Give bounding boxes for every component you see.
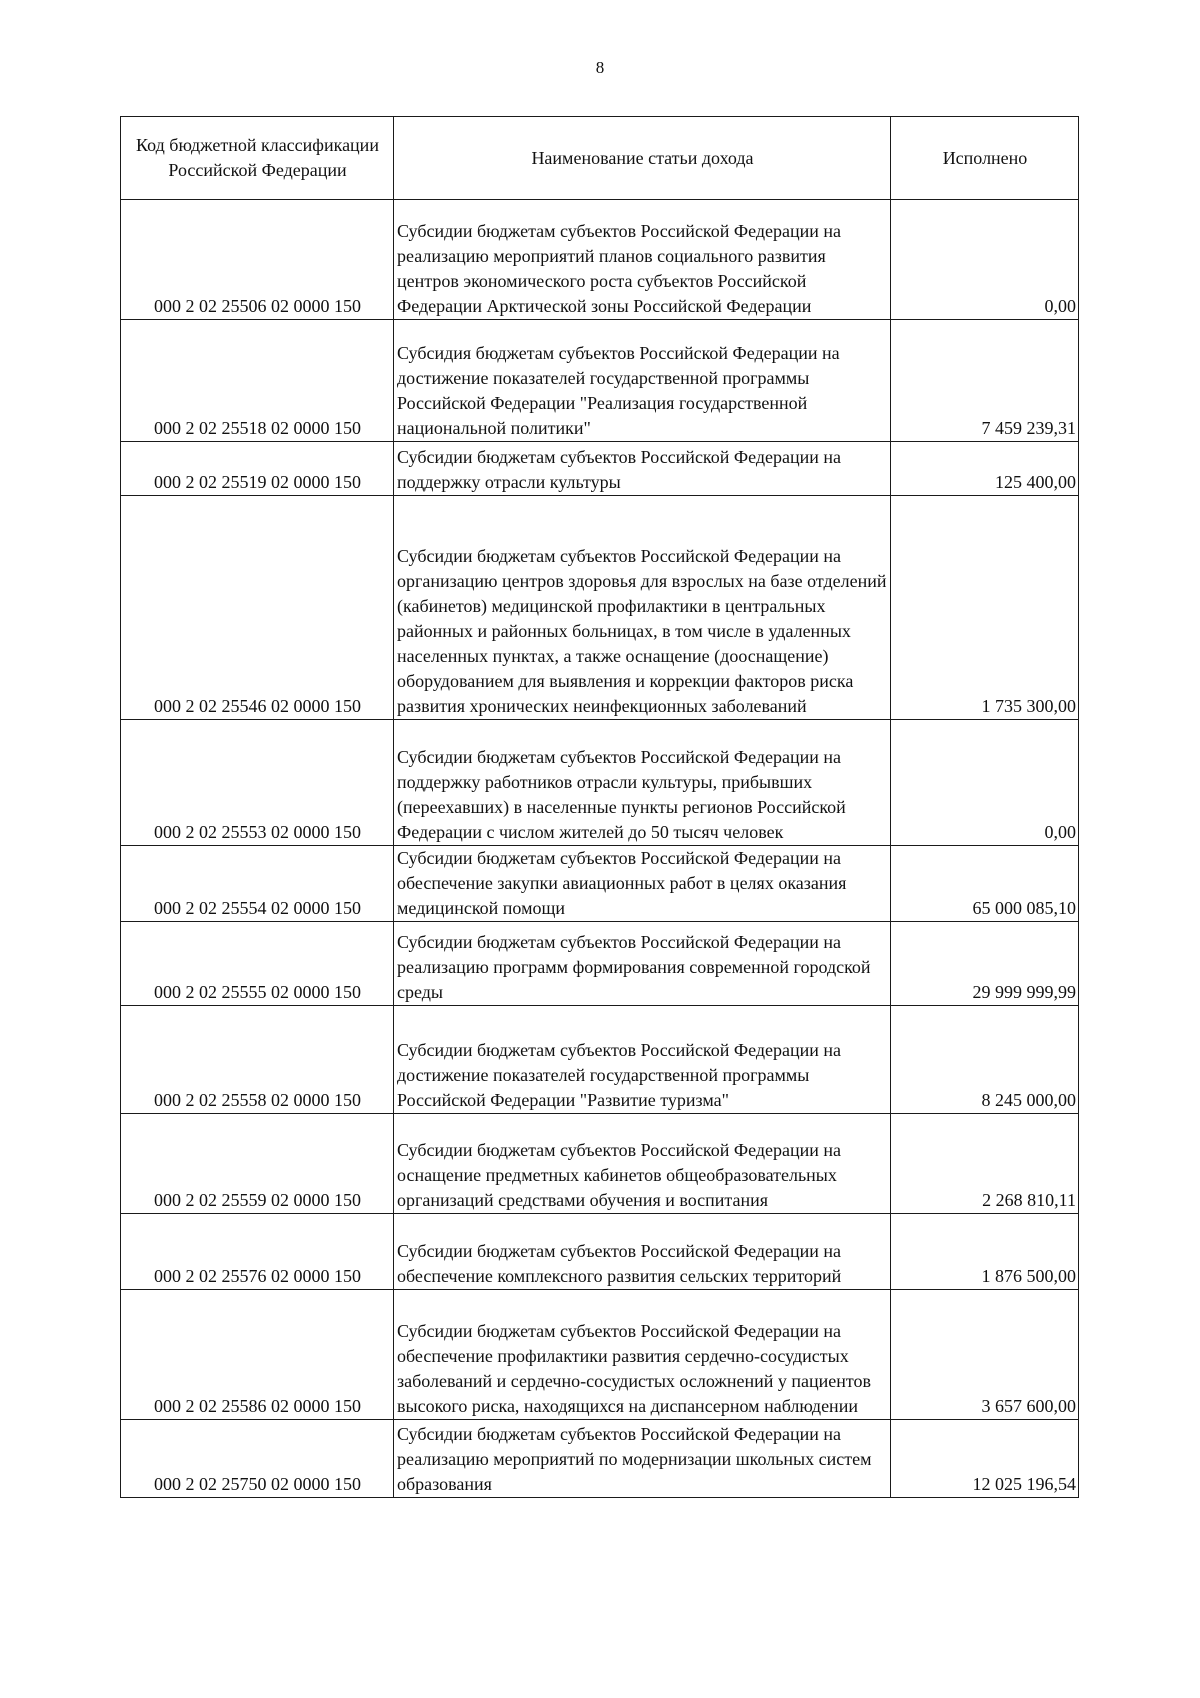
header-budget-code: Код бюджетной классификации Российской Федерации bbox=[121, 117, 394, 200]
budget-code: 000 2 02 25576 02 0000 150 bbox=[121, 1214, 394, 1290]
budget-code: 000 2 02 25558 02 0000 150 bbox=[121, 1006, 394, 1114]
income-name: Субсидии бюджетам субъектов Российской Федерации на организацию центров здоровья для взрослых на базе отделений (кабинетов) медицинской профилактики в центральных районных и районных больницах, в том числе в удаленных населенных пунктах, а также оснащение (дооснащение) оборудованием для выявления и коррекции факторов риска развития хронических неинфекционных заболеваний bbox=[394, 496, 891, 720]
income-name: Субсидии бюджетам субъектов Российской Федерации на обеспечение профилактики развития сердечно-сосудистых заболеваний и сердечно-сосудистых осложнений у пациентов высокого риска, находящихся на диспансерном наблюдении bbox=[394, 1290, 891, 1420]
executed-amount: 29 999 999,99 bbox=[891, 922, 1079, 1006]
executed-amount: 1 735 300,00 bbox=[891, 496, 1079, 720]
income-name: Субсидии бюджетам субъектов Российской Федерации на оснащение предметных кабинетов общеобразовательных организаций средствами обучения и воспитания bbox=[394, 1114, 891, 1214]
budget-code: 000 2 02 25546 02 0000 150 bbox=[121, 496, 394, 720]
table-row bbox=[121, 720, 1079, 846]
executed-amount: 0,00 bbox=[891, 720, 1079, 846]
executed-amount: 65 000 085,10 bbox=[891, 846, 1079, 922]
income-name: Субсидии бюджетам субъектов Российской Федерации на поддержку работников отрасли культуры, прибывших (переехавших) в населенные пункты регионов Российской Федерации с числом жителей до 50 тысяч человек bbox=[394, 720, 891, 846]
budget-code: 000 2 02 25559 02 0000 150 bbox=[121, 1114, 394, 1214]
header-executed: Исполнено bbox=[891, 117, 1079, 200]
executed-amount: 7 459 239,31 bbox=[891, 320, 1079, 442]
income-name: Субсидии бюджетам субъектов Российской Федерации на реализацию программ формирования современной городской среды bbox=[394, 922, 891, 1006]
table-row bbox=[121, 200, 1079, 320]
table-row bbox=[121, 1420, 1079, 1498]
executed-amount: 3 657 600,00 bbox=[891, 1290, 1079, 1420]
budget-code: 000 2 02 25506 02 0000 150 bbox=[121, 200, 394, 320]
income-name: Субсидии бюджетам субъектов Российской Федерации на достижение показателей государственной программы Российской Федерации "Развитие туризма" bbox=[394, 1006, 891, 1114]
executed-amount: 12 025 196,54 bbox=[891, 1420, 1079, 1498]
income-name: Субсидии бюджетам субъектов Российской Федерации на реализацию мероприятий по модернизации школьных систем образования bbox=[394, 1420, 891, 1498]
table-row bbox=[121, 1006, 1079, 1114]
header-income-name: Наименование статьи дохода bbox=[394, 117, 891, 200]
budget-code: 000 2 02 25553 02 0000 150 bbox=[121, 720, 394, 846]
executed-amount: 125 400,00 bbox=[891, 442, 1079, 496]
income-name: Субсидии бюджетам субъектов Российской Федерации на обеспечение закупки авиационных работ в целях оказания медицинской помощи bbox=[394, 846, 891, 922]
table-row bbox=[121, 922, 1079, 1006]
budget-code: 000 2 02 25586 02 0000 150 bbox=[121, 1290, 394, 1420]
table-row bbox=[121, 1290, 1079, 1420]
table-header-row bbox=[121, 117, 1079, 200]
budget-code: 000 2 02 25518 02 0000 150 bbox=[121, 320, 394, 442]
table-row bbox=[121, 1214, 1079, 1290]
executed-amount: 1 876 500,00 bbox=[891, 1214, 1079, 1290]
table-row bbox=[121, 496, 1079, 720]
income-table bbox=[120, 116, 1079, 1498]
executed-amount: 0,00 bbox=[891, 200, 1079, 320]
budget-code: 000 2 02 25750 02 0000 150 bbox=[121, 1420, 394, 1498]
table-row bbox=[121, 846, 1079, 922]
page-number: 8 bbox=[595, 58, 605, 77]
income-name: Субсидии бюджетам субъектов Российской Федерации на поддержку отрасли культуры bbox=[394, 442, 891, 496]
income-name: Субсидия бюджетам субъектов Российской Федерации на достижение показателей государственной программы Российской Федерации "Реализация государственной национальной политики" bbox=[394, 320, 891, 442]
table-row bbox=[121, 320, 1079, 442]
income-name: Субсидии бюджетам субъектов Российской Федерации на реализацию мероприятий планов социального развития центров экономического роста субъектов Российской Федерации Арктической зоны Российской Федерации bbox=[394, 200, 891, 320]
budget-code: 000 2 02 25554 02 0000 150 bbox=[121, 846, 394, 922]
executed-amount: 8 245 000,00 bbox=[891, 1006, 1079, 1114]
income-name: Субсидии бюджетам субъектов Российской Федерации на обеспечение комплексного развития сельских территорий bbox=[394, 1214, 891, 1290]
budget-code: 000 2 02 25555 02 0000 150 bbox=[121, 922, 394, 1006]
table-row bbox=[121, 442, 1079, 496]
budget-code: 000 2 02 25519 02 0000 150 bbox=[121, 442, 394, 496]
table-row bbox=[121, 1114, 1079, 1214]
executed-amount: 2 268 810,11 bbox=[891, 1114, 1079, 1214]
